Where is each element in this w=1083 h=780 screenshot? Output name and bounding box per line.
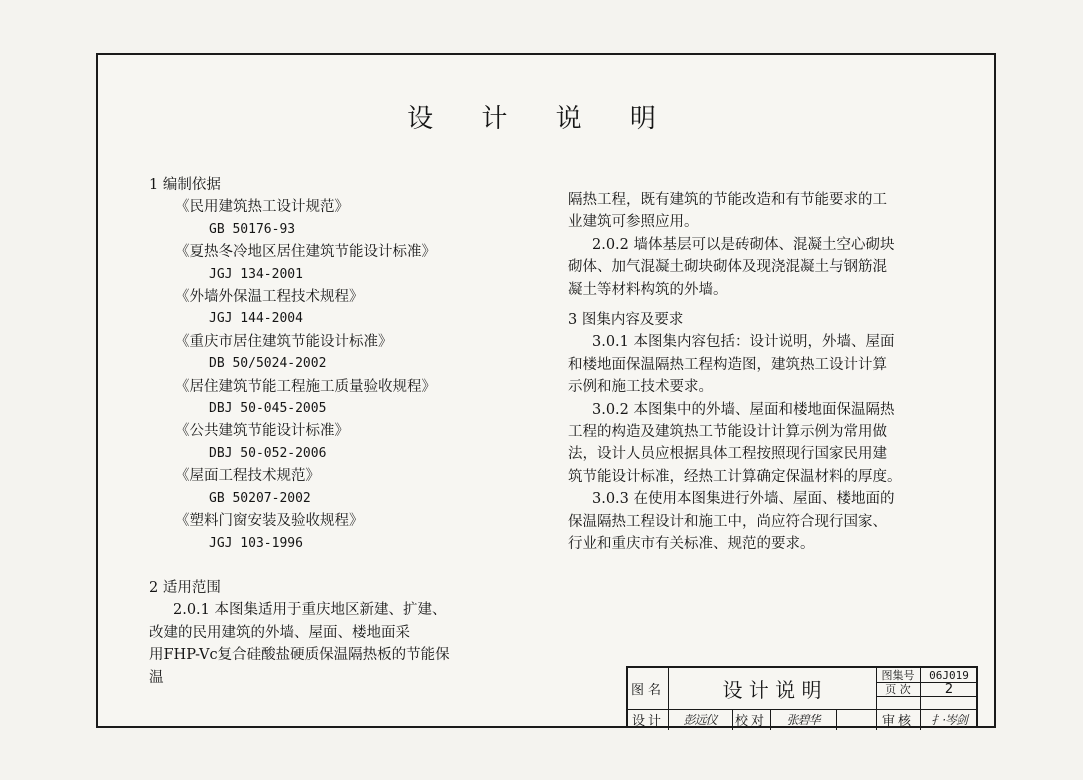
reviewer-label: 审核 [881,714,914,729]
reference-code: JGJ 134-2001 [209,266,303,282]
reference-name: 《居住建筑节能工程施工质量验收规程》 [175,378,436,395]
reference-name: 《屋面工程技术规范》 [175,468,320,485]
s3-line: 法，设计人员应根据具体工程按照现行国家民用建 [568,446,887,463]
s3-line: 示例和施工技术要求。 [568,379,713,396]
paragraph-line: 业建筑可参照应用。 [568,214,699,231]
reference-name: 《民用建筑热工设计规范》 [175,199,349,216]
reference-code: JGJ 103-1996 [209,535,303,551]
s3-line: 3.0.3 在使用本图集进行外墙、屋面、楼地面的 [592,491,895,508]
s3-line: 保温隔热工程设计和施工中，尚应符合现行国家、 [568,513,887,530]
left-column [149,174,549,689]
section-3-heading: 3 图集内容及要求 [568,312,684,329]
reference-code: DBJ 50-052-2006 [209,445,327,461]
s3-line: 和楼地面保温隔热工程构造图，建筑热工设计计算 [568,356,887,373]
reference-code: DBJ 50-045-2005 [209,401,327,417]
reference-code: GB 50207-2002 [209,490,311,506]
s3-line: 行业和重庆市有关标准、规范的要求。 [568,536,815,553]
drawing-name: 设 计 说 明 [722,678,822,702]
reference-code: GB 50176-93 [209,221,296,237]
s2-line: 改建的民用建筑的外墙、屋面、楼地面采 [149,624,410,641]
document-title: 设 计 说 明 [407,104,676,134]
section-2-heading: 2 适用范围 [149,579,221,596]
s3-line: 3.0.1 本图集内容包括：设计说明，外墙、屋面 [592,334,895,351]
checker-label: 校对 [734,714,767,729]
s2-line: 2.0.1 本图集适用于重庆地区新建、扩建、 [173,602,447,619]
atlas-no-label: 图集号 [881,669,915,682]
s3-line: 工程的构造及建筑热工节能设计计算示例为常用做 [568,424,887,441]
drawing-name-label: 图名 [630,683,665,698]
s3-line: 筑节能设计标准，经热工计算确定保温材料的厚度。 [568,468,902,485]
reference-code: DB 50/5024-2002 [209,356,327,372]
reference-code: JGJ 144-2004 [209,311,303,327]
title-block [626,666,978,728]
s2-line: 温 [149,669,164,686]
page-label: 页 次 [885,683,911,696]
paragraph-line: 隔热工程，既有建筑的节能改造和有节能要求的工 [568,192,887,208]
atlas-no: 06J019 [929,668,969,682]
reference-name: 《夏热冬冷地区居住建筑节能设计标准》 [175,244,436,261]
reference-name: 《公共建筑节能设计标准》 [175,423,349,440]
s3-line: 3.0.2 本图集中的外墙、屋面和楼地面保温隔热 [592,401,895,418]
designer-label: 设计 [631,714,664,729]
reference-list [149,196,549,555]
paragraph-line: 砌体、加气混凝土砌块砌体及现浇混凝土与钢筋混 [568,259,887,276]
reference-name: 《塑料门窗安装及验收规程》 [175,513,364,530]
paragraph-line: 凝土等材料构筑的外墙。 [568,281,728,298]
reviewer-signature: 扌·岑剑 [931,713,967,727]
right-column [568,189,958,556]
reference-name: 《重庆市居住建筑节能设计标准》 [175,333,393,350]
section-1-heading: 1 编制依据 [149,177,221,193]
page-number: 2 [944,681,954,697]
checker-signature: 张碧华 [786,713,820,727]
reference-name: 《外墙外保温工程技术规程》 [175,289,364,306]
designer-signature: 彭远仪 [683,713,717,727]
s2-line: 用FHP-Vc复合硅酸盐硬质保温隔热板的节能保 [149,647,450,664]
paragraph-line: 2.0.2 墙体基层可以是砖砌体、混凝土空心砌块 [592,236,895,253]
